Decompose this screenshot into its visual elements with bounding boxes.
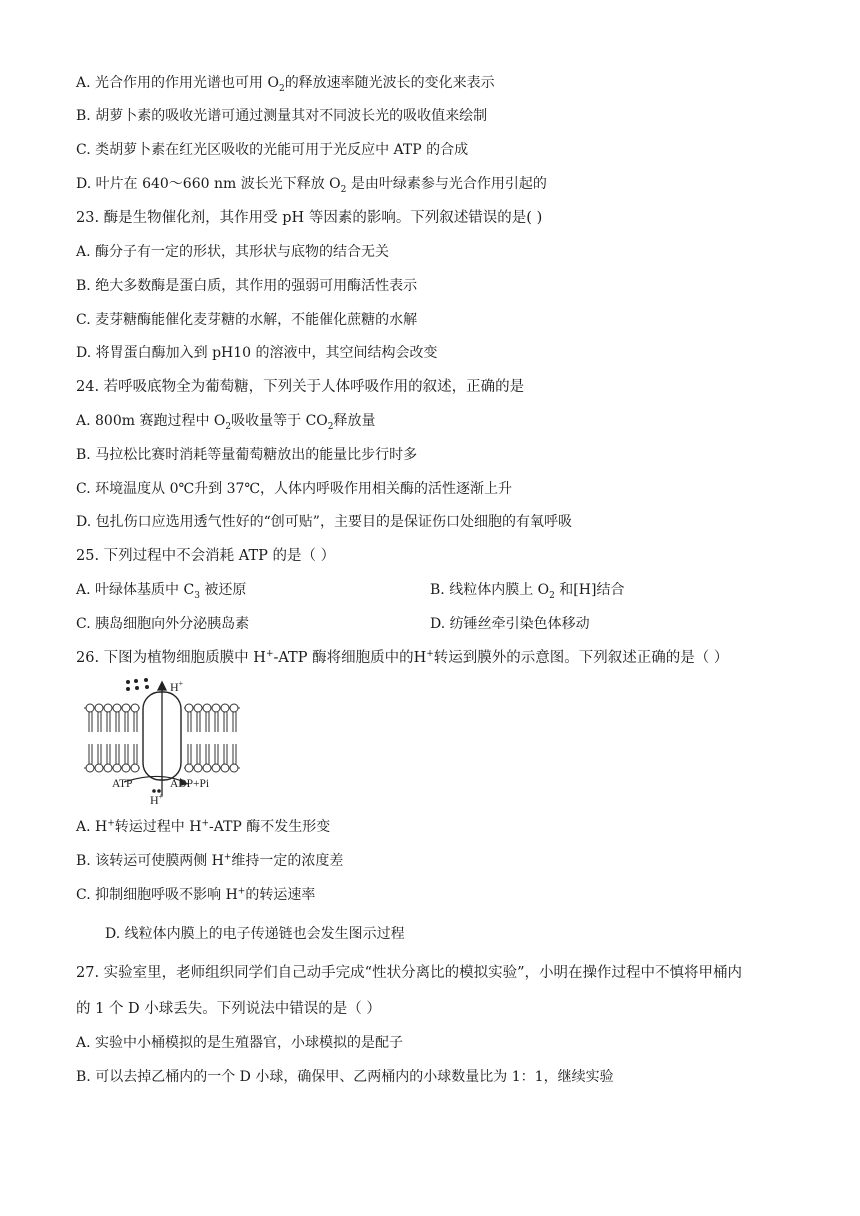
option-24d: D. 包扎伤口应选用透气性好的“创可贴”，主要目的是保证伤口处细胞的有氧呼吸 (76, 514, 572, 530)
proton-label-bottom: H+ (150, 792, 164, 807)
option-22c: C. 类胡萝卜素在红光区吸收的光能可用于光反应中 ATP 的合成 (76, 142, 469, 158)
option-23b: B. 绝大多数酶是蛋白质，其作用的强弱可用酶活性表示 (76, 278, 418, 294)
option-23d: D. 将胃蛋白酶加入到 pH10 的溶液中，其空间结构会改变 (76, 345, 438, 361)
option-26b: B. 该转运可使膜两侧 H+维持一定的浓度差 (76, 852, 344, 869)
option-24b: B. 马拉松比赛时消耗等量葡萄糖放出的能量比步行时多 (76, 447, 418, 463)
adp-pi-label: ADP+Pi (170, 778, 210, 790)
h-atpase-membrane-diagram (84, 674, 244, 808)
option-22b: B. 胡萝卜素的吸收光谱可通过测量其对不同波长光的吸收值来绘制 (76, 108, 488, 124)
question-26: 26. 下图为植物细胞质膜中 H+-ATP 酶将细胞质中的H+转运到膜外的示意图。下列叙述正确的是（ ） (76, 649, 729, 666)
option-26d: D. 线粒体内膜上的电子传递链也会发生图示过程 (105, 926, 405, 942)
question-27-line2: 的 1 个 D 小球丢失。下列说法中错误的是（ ） (76, 1001, 381, 1017)
option-24a: A. 800m 赛跑过程中 $O_2$吸收量等于 $CO_2$释放量 (76, 413, 376, 432)
question-24: 24. 若呼吸底物全为葡萄糖，下列关于人体呼吸作用的叙述，正确的是 (76, 379, 525, 395)
option-24c: C. 环境温度从 0℃升到 37℃，人体内呼吸作用相关酶的活性逐渐上升 (76, 481, 513, 497)
option-25a: A. 叶绿体基质中 $C_3$ 被还原 (76, 582, 247, 601)
atp-label: ATP (112, 778, 133, 790)
option-22a: A. 光合作用的作用光谱也可用 $O_2$的释放速率随光波长的变化来表示 (76, 75, 495, 94)
question-27-line1: 27. 实验室里，老师组织同学们自己动手完成“性状分离比的模拟实验”，小明在操作过程中不慎将甲桶内 (76, 965, 742, 981)
question-25: 25. 下列过程中不会消耗 ATP 的是（ ） (76, 548, 336, 564)
option-26a: A. H+转运过程中 H+-ATP 酶不发生形变 (76, 818, 331, 835)
option-23c: C. 麦芽糖酶能催化麦芽糖的水解，不能催化蔗糖的水解 (76, 312, 418, 328)
question-23: 23. 酶是生物催化剂，其作用受 pH 等因素的影响。下列叙述错误的是( ) (76, 210, 543, 226)
proton-dots-top (126, 678, 149, 691)
option-25d: D. 纺锤丝牵引染色体移动 (430, 616, 590, 632)
option-23a: A. 酶分子有一定的形状，其形状与底物的结合无关 (76, 244, 390, 260)
proton-label-top: H+ (170, 679, 184, 694)
option-25b: B. 线粒体内膜上 $O_2$ 和[H]结合 (430, 582, 625, 601)
option-27b: B. 可以去掉乙桶内的一个 D 小球，确保甲、乙两桶内的小球数量比为 1：1，继续实验 (76, 1069, 614, 1085)
option-27a: A. 实验中小桶模拟的是生殖器官，小球模拟的是配子 (76, 1035, 404, 1051)
option-25c: C. 胰岛细胞向外分泌胰岛素 (76, 616, 250, 632)
option-22d: D. 叶片在 640～660 nm 波长光下释放 $O_2$ 是由叶绿素参与光合作用引起的 (76, 176, 547, 195)
option-26c: C. 抑制细胞呼吸不影响 H+的转运速率 (76, 886, 316, 903)
